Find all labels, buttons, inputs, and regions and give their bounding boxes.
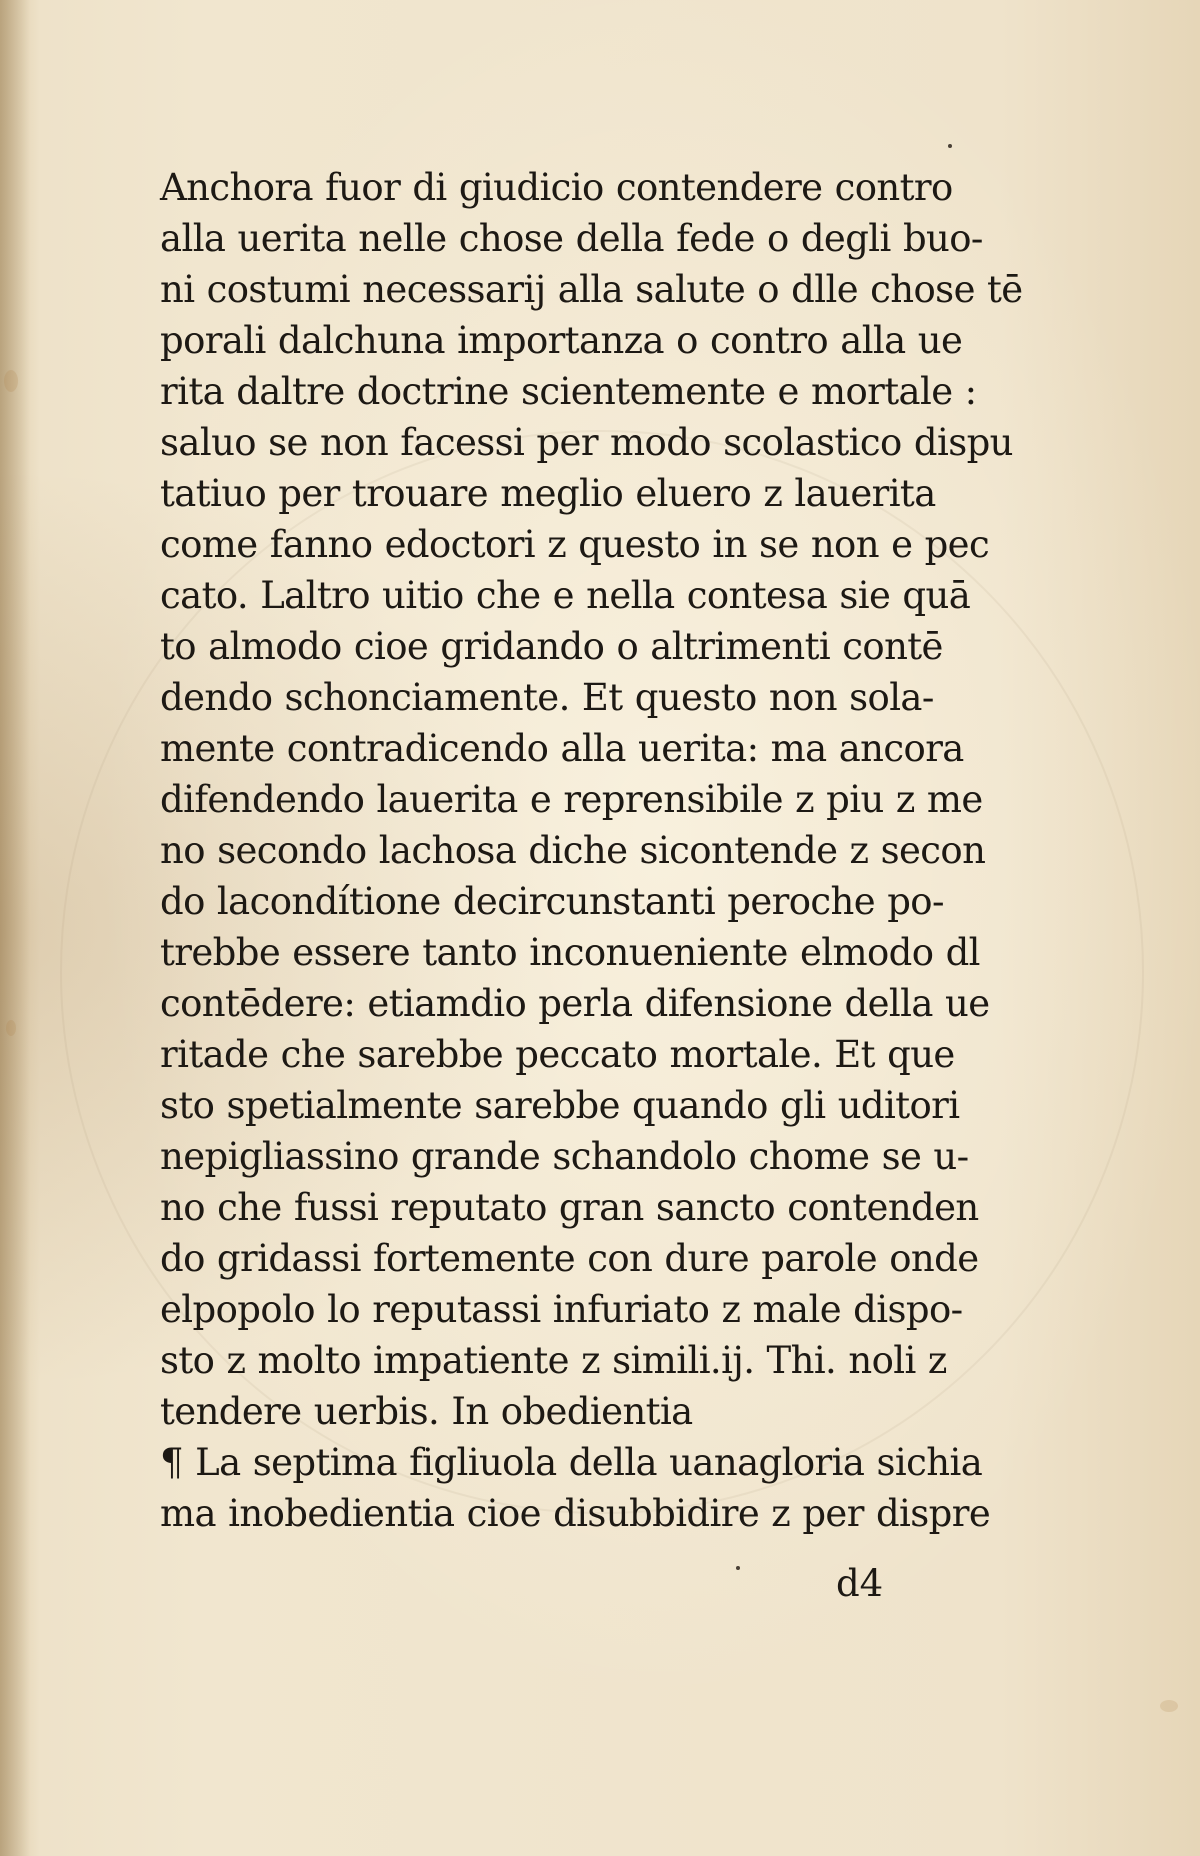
text-line: do lacondítione decircunstanti peroche po- [160, 880, 944, 923]
text-line: ritade che sarebbe peccato mortale. Et que [160, 1033, 955, 1076]
text-line: ma inobedientia cioe disubbidire z per dispre [160, 1492, 991, 1535]
foxing-stain [6, 1020, 16, 1036]
text-line: contēdere: etiamdio perla difensione della ue [160, 982, 990, 1025]
text-line: ni costumi necessarij alla salute o dlle chose tē [160, 268, 1023, 311]
foxing-stain [4, 370, 18, 392]
text-line: nepigliassino grande schandolo chome se u- [160, 1135, 969, 1178]
ink-speck [948, 144, 952, 148]
text-block [160, 162, 1023, 1539]
text-line: come fanno edoctori z questo in se non e pec [160, 523, 990, 566]
text-line: ¶ La septima figliuola della uanagloria sichia [160, 1441, 983, 1484]
text-line: trebbe essere tanto inconueniente elmodo dl [160, 931, 980, 974]
text-line: to almodo cioe gridando o altrimenti contē [160, 625, 943, 668]
text-line: Anchora fuor di giudicio contendere contro [160, 166, 953, 209]
text-line: alla uerita nelle chose della fede o degli buo- [160, 217, 983, 260]
folio-signature: d4 [836, 1562, 884, 1605]
gutter-shadow [0, 0, 30, 1856]
foxing-stain [1160, 1700, 1178, 1712]
text-line: saluo se non facessi per modo scolastico dispu [160, 421, 1013, 464]
text-line: difendendo lauerita e reprensibile z piu z me [160, 778, 983, 821]
text-line: sto z molto impatiente z simili.ij. Thi. noli z [160, 1339, 947, 1382]
text-line: dendo schonciamente. Et questo non sola- [160, 676, 934, 719]
text-line: rita daltre doctrine scientemente e mortale : [160, 370, 977, 413]
text-line: cato. Laltro uitio che e nella contesa sie quā [160, 574, 971, 617]
text-line: tatiuo per trouare meglio eluero z lauerita [160, 472, 936, 515]
ink-speck [736, 1566, 740, 1570]
text-line: mente contradicendo alla uerita: ma ancora [160, 727, 964, 770]
text-line: no secondo lachosa diche sicontende z secon [160, 829, 986, 872]
text-line: no che fussi reputato gran sancto contenden [160, 1186, 979, 1229]
text-line: tendere uerbis. In obedientia [160, 1390, 693, 1433]
text-line: do gridassi fortemente con dure parole onde [160, 1237, 979, 1280]
text-line: sto spetialmente sarebbe quando gli uditori [160, 1084, 960, 1127]
text-line: elpopolo lo reputassi infuriato z male dispo- [160, 1288, 963, 1331]
text-line: porali dalchuna importanza o contro alla ue [160, 319, 963, 362]
